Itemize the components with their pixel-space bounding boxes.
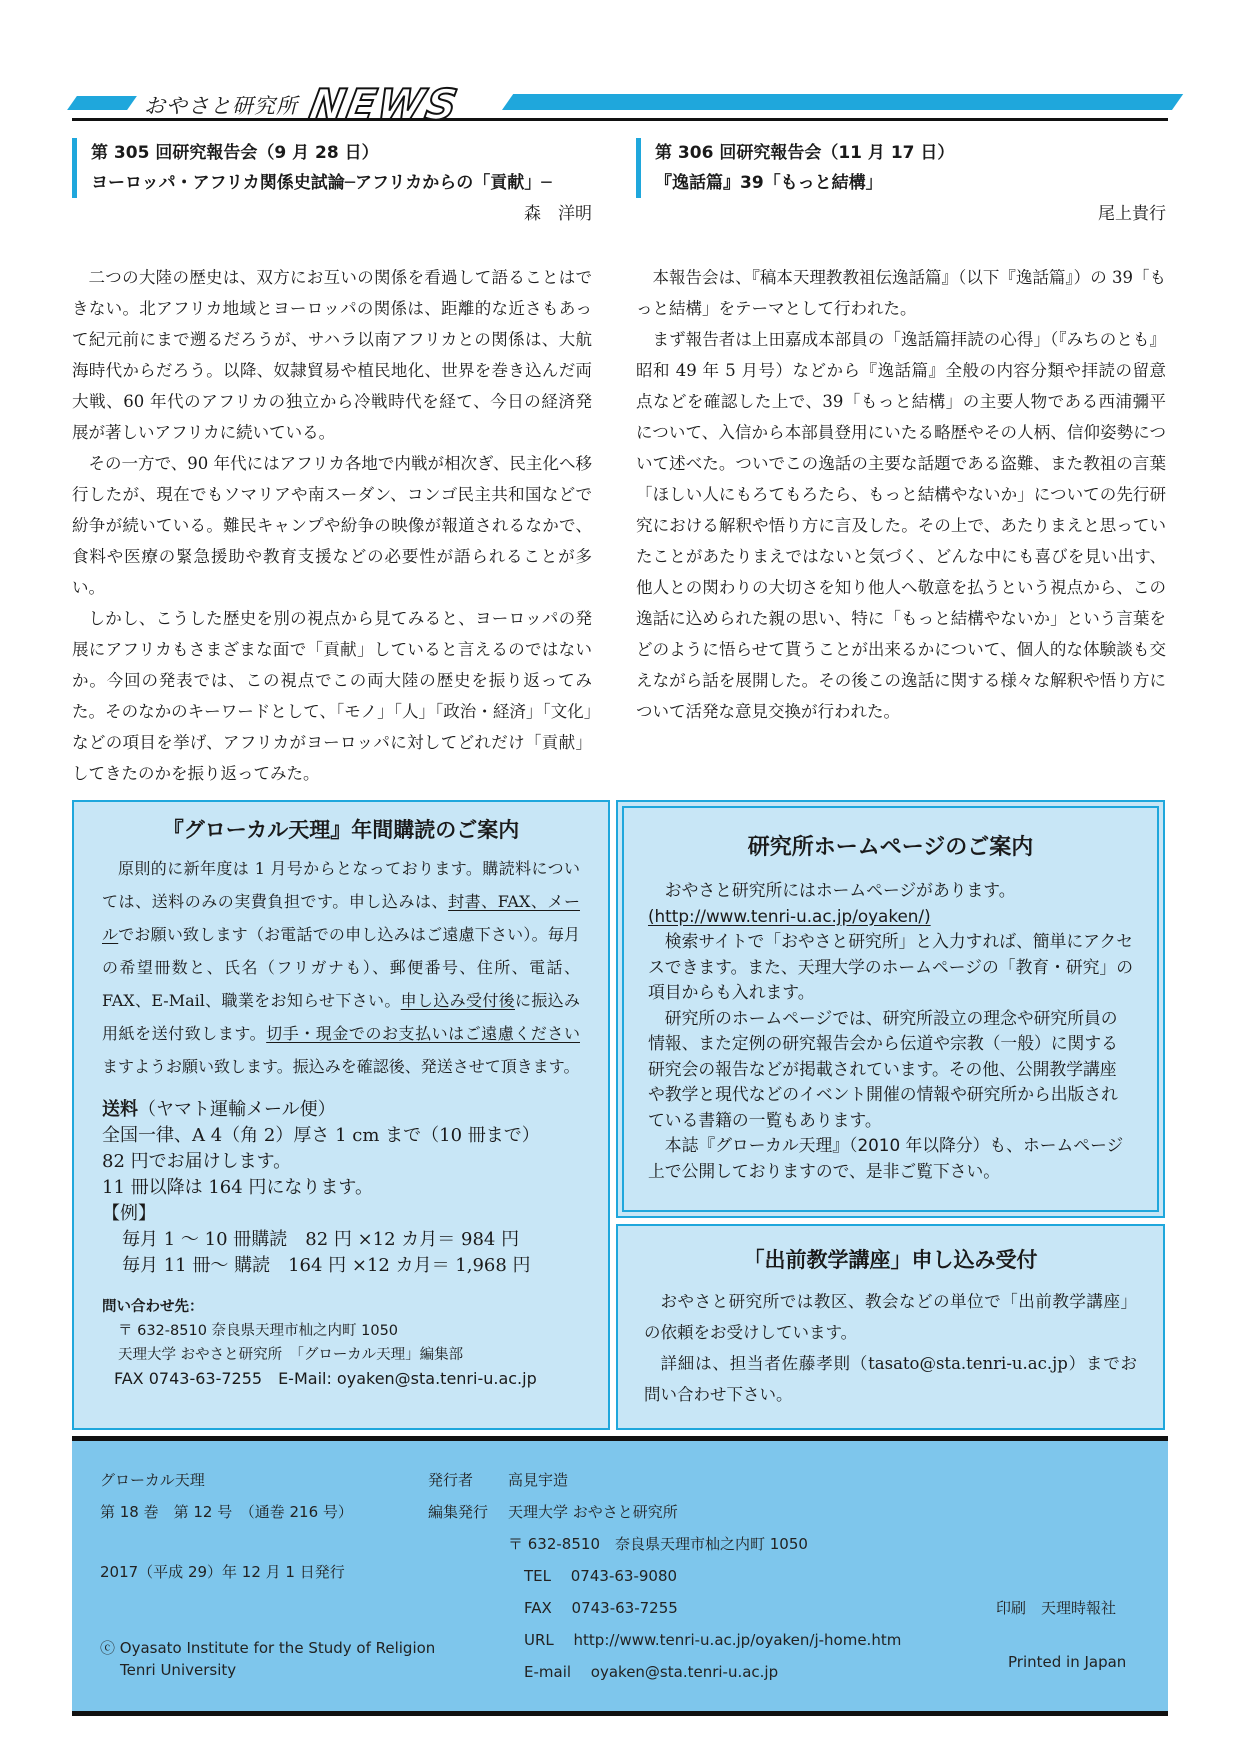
contact-heading: 問い合わせ先： xyxy=(102,1299,204,1315)
subscription-underlined-text: 封書、FAX、メール xyxy=(102,892,580,944)
colophon-publisher-label: 発行者 xyxy=(428,1471,474,1489)
colophon-magazine: グローカル天理 xyxy=(100,1471,205,1489)
shipping-heading: 送料 xyxy=(102,1099,138,1120)
subscription-text: に振込み用紙を送付致します。 xyxy=(102,991,580,1043)
homepage-paragraph: 本誌『グローカル天理』（2010 年以降分）も、ホームページ上で公開しておりますので、是非ご覧下さい。 xyxy=(648,1135,1124,1181)
shipping-line: 全国一律、A 4（角 2）厚さ 1 cm まで（10 冊まで） xyxy=(102,1125,540,1146)
lecture-paragraph: 詳細は、担当者佐藤孝則（tasato@sta.tenri-u.ac.jp）までお問い合わせ下さい。 xyxy=(644,1354,1137,1404)
report-305-meeting: 第 305 回研究報告会（9 月 28 日） xyxy=(91,143,379,163)
report-306-paragraph: まず報告者は上田嘉成本部員の「逸話篇拝読の心得」（『みちのとも』昭和 49 年 5 月号）などから『逸話篇』全般の内容分類や拝読の留意点などを確認した上で、39「もっと結構」の主要人物である西浦彌平について、入信から本部員登用にいたる略歴やその人柄、信仰姿勢について述べた。ついでこの逸話の主要な話題である盗難、また教祖の言葉「ほしい人にもろてもろたら、もっと結構やないか」についての先行研究における解釈や悟り方に言及した。その上で、あたりまえと思っていたことがあたりまえではないと気づく、どんな中にも喜びを見い出す、他人との関わりの大切さを知り他人へ敬意を払うという視点から、この逸話に込められた親の思い、特に「もっと結構やないか」という言葉をどのように悟らせて貰うことが出来るかについて、個人的な体験談も交えながら話を展開した。その後この逸話に関する様々な解釈や悟り方について活発な意見交換が行われた。 xyxy=(636,330,1166,721)
header-accent-bar-left xyxy=(67,96,137,110)
header-news-logo: NEWS xyxy=(305,80,463,129)
report-305-paragraph: しかし、こうした歴史を別の視点から見てみると、ヨーロッパの発展にアフリカもさまざまな面で「貢献」していると言えるのではないか。今回の発表では、この視点でこの両大陸の歴史を振り返ってみた。そのなかのキーワードとして、「モノ」「人」「政治・経済」「文化」などの項目を挙げ、アフリカがヨーロッパに対してどれだけ「貢献」してきたのかを振り返ってみた。 xyxy=(72,609,592,783)
report-305-body xyxy=(72,262,592,789)
colophon-fax: FAX 0743-63-7255 xyxy=(524,1599,678,1617)
colophon-printer: 印刷 天理時報社 xyxy=(996,1599,1117,1617)
subscription-title: 『グローカル天理』年間購読のご案内 xyxy=(162,818,520,842)
shipping-info xyxy=(102,1097,580,1279)
colophon xyxy=(72,1436,1168,1716)
colophon-tel: TEL 0743-63-9080 xyxy=(524,1567,678,1585)
homepage-url-line xyxy=(648,904,1133,930)
colophon-publisher: 高見宇造 xyxy=(508,1471,569,1489)
colophon-university: Tenri University xyxy=(120,1661,237,1679)
homepage-url-link[interactable]: (http://www.tenri-u.ac.jp/oyaken/) xyxy=(648,905,931,926)
contact-fax-email: FAX 0743-63-7255 E-Mail: oyaken@sta.tenri-u.ac.jp xyxy=(114,1369,537,1388)
report-305 xyxy=(72,138,592,789)
shipping-line: 82 円でお届けします。 xyxy=(102,1151,292,1172)
colophon-address: 〒 632-8510 奈良県天理市杣之内町 1050 xyxy=(508,1535,808,1553)
report-305-paragraph: その一方で、90 年代にはアフリカ各地で内戦が相次ぎ、民主化へ移行したが、現在でもソマリアや南スーダン、コンゴ民主共和国などで紛争が続いている。難民キャンプや紛争の映像が報道されるなかで、食料や医療の緊急援助や教育支援などの必要性が語られることが多い。 xyxy=(72,454,592,597)
homepage-body xyxy=(648,878,1133,1184)
colophon-editor-label: 編集発行 xyxy=(428,1503,489,1521)
report-305-paragraph: 二つの大陸の歴史は、双方にお互いの関係を看過して語ることはできない。北アフリカ地域とヨーロッパの関係は、距離的な近さもあって紀元前にまで遡るだろうが、サハラ以南アフリカとの関係は、大航海時代からだろう。以降、奴隷貿易や植民地化、世界を巻き込んだ両大戦、60 年代のアフリカの独立から冷戦時代を経て、今日の経済発展が著しいアフリカに続いている。 xyxy=(72,268,592,442)
homepage-box xyxy=(616,800,1165,1218)
report-306-body xyxy=(636,262,1166,727)
lecture-body xyxy=(644,1286,1137,1410)
newsletter-header xyxy=(72,80,1168,130)
report-306 xyxy=(636,138,1166,727)
lecture-title: 「出前教学講座」申し込み受付 xyxy=(743,1248,1038,1272)
header-accent-bar-right xyxy=(502,94,1183,110)
example-row: 毎月 11 冊～ 購読 164 円 ×12 カ月＝ 1,968 円 xyxy=(122,1255,531,1276)
contact-address: 〒 632-8510 奈良県天理市杣之内町 1050 xyxy=(118,1323,399,1339)
report-306-subject: 『逸話篇』39「もっと結構」 xyxy=(655,173,883,193)
colophon-email[interactable]: E-mail oyaken@sta.tenri-u.ac.jp xyxy=(524,1663,779,1681)
shipping-carrier: （ヤマト運輸メール便） xyxy=(138,1099,336,1120)
colophon-copyright: ⓒ Oyasato Institute for the Study of Religion xyxy=(100,1639,436,1657)
colophon-volume: 第 18 巻 第 12 号 （通巻 216 号） xyxy=(100,1503,353,1521)
contact-info xyxy=(102,1295,580,1391)
report-306-title-block xyxy=(636,138,1166,198)
shipping-line: 11 冊以降は 164 円になります。 xyxy=(102,1177,373,1198)
subscription-paragraph xyxy=(102,852,580,1083)
homepage-paragraph: おやさと研究所にはホームページがあります。 xyxy=(664,880,1016,900)
colophon-editor: 天理大学 おやさと研究所 xyxy=(508,1503,678,1521)
report-305-author: 森 洋明 xyxy=(524,204,592,224)
example-label: 【例】 xyxy=(102,1203,156,1224)
subscription-underlined-text: 切手・現金でのお支払いはご遠慮ください xyxy=(266,1024,580,1043)
subscription-text: 原則的に新年度は 1 月号からとなっております。購読料については、送料のみの実費負担です。申し込みは、 xyxy=(102,859,580,911)
homepage-paragraph: 研究所のホームページでは、研究所設立の理念や研究所員の情報、また定例の研究報告会から伝道や宗教（一般）に関する研究会の報告などが掲載されています。その他、公開教学講座や教学と現代などのイベント開催の情報や研究所から出版されている書籍の一覧もあります。 xyxy=(648,1007,1118,1130)
report-306-meeting: 第 306 回研究報告会（11 月 17 日） xyxy=(655,143,955,163)
subscription-text: でお願い致します（お電話での申し込みはご遠慮下さい）。毎月の希望冊数と、氏名（フリガナも）、郵便番号、住所、電話、FAX、E-Mail、職業をお知らせ下さい。 xyxy=(102,925,580,1010)
subscription-underlined-text: 申し込み受付後 xyxy=(400,991,515,1010)
subscription-box xyxy=(72,800,610,1430)
report-305-subject: ヨーロッパ・アフリカ関係史試論─アフリカからの「貢献」─ xyxy=(91,173,552,193)
colophon-printed-in: Printed in Japan xyxy=(1008,1653,1127,1671)
homepage-title: 研究所ホームページのご案内 xyxy=(747,835,1034,860)
report-306-author: 尾上貴行 xyxy=(1098,204,1166,224)
subscription-text: ますようお願い致します。振込みを確認後、発送させて頂きます。 xyxy=(102,1057,580,1076)
example-row: 毎月 1 ～ 10 冊購読 82 円 ×12 カ月＝ 984 円 xyxy=(122,1229,520,1250)
contact-organization: 天理大学 おやさと研究所 「グローカル天理」編集部 xyxy=(118,1347,464,1363)
colophon-url[interactable]: URL http://www.tenri-u.ac.jp/oyaken/j-home.htm xyxy=(524,1631,902,1649)
lecture-paragraph: おやさと研究所では教区、教会などの単位で「出前教学講座」の依頼をお受けしています。 xyxy=(644,1292,1137,1342)
colophon-date: 2017（平成 29）年 12 月 1 日発行 xyxy=(100,1563,345,1581)
header-institute-name: おやさと研究所 xyxy=(144,94,298,118)
report-305-title-block xyxy=(72,138,592,198)
report-306-paragraph: 本報告会は、『稿本天理教教祖伝逸話篇』（以下『逸話篇』）の 39「もっと結構」をテーマとして行われた。 xyxy=(636,268,1166,318)
lecture-box xyxy=(616,1224,1165,1430)
homepage-paragraph: 検索サイトで「おやさと研究所」と入力すれば、簡単にアクセスできます。また、天理大学のホームページの「教育・研究」の項目からも入れます。 xyxy=(648,931,1133,1002)
